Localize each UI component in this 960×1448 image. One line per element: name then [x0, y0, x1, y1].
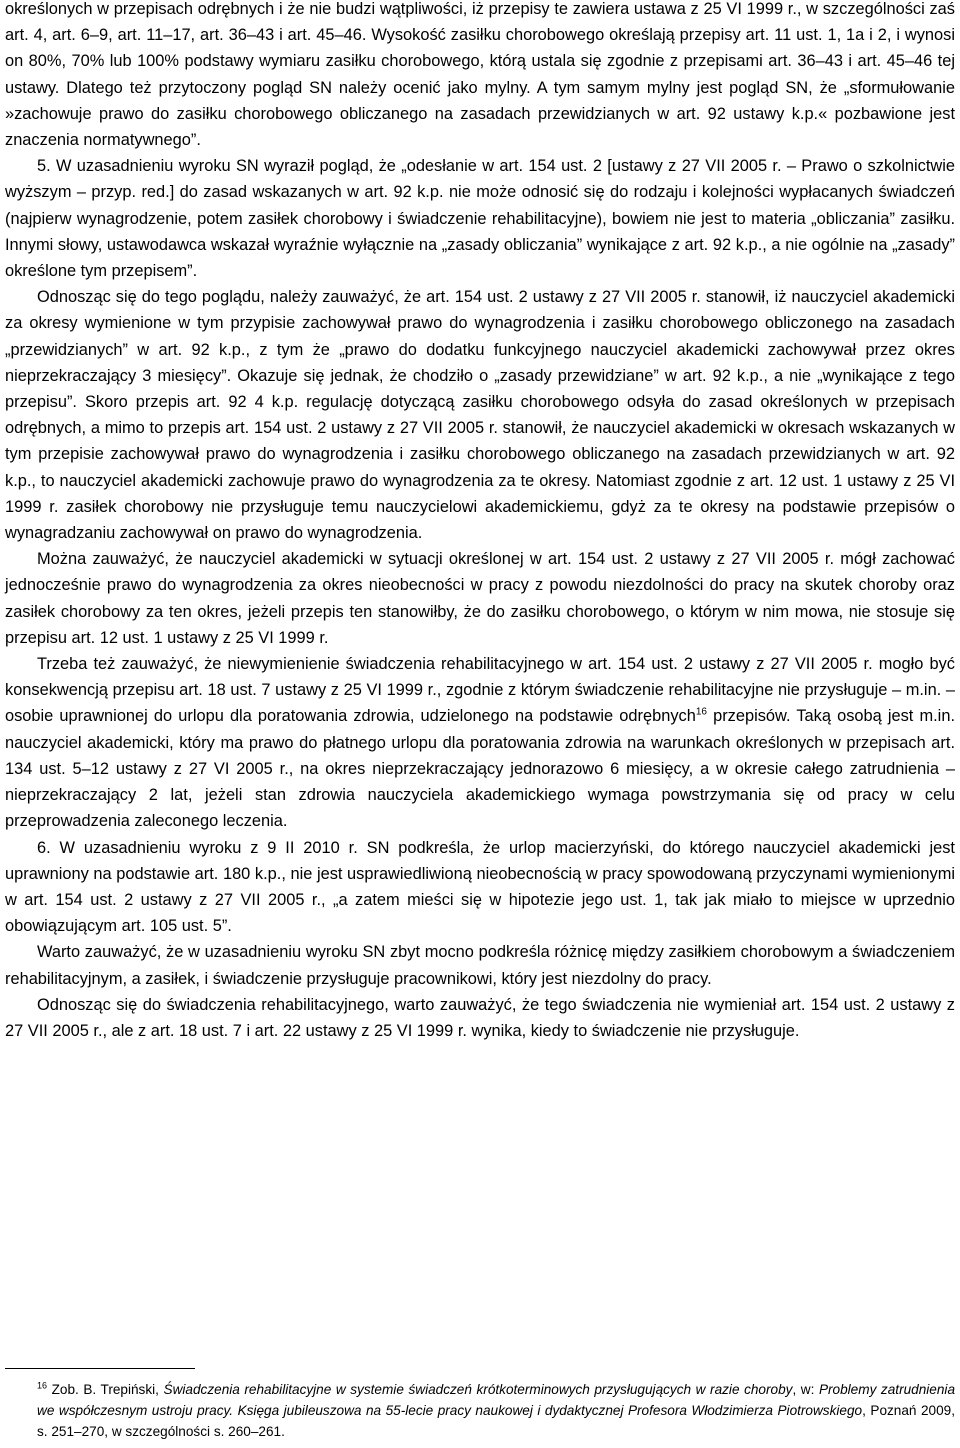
paragraph-2: 5. W uzasadnieniu wyroku SN wyraził pogląd, że „odesłanie w art. 154 ust. 2 [ustawy z 27 VII 2005 r. – Prawo o szkolnictwie wyższym – przyp. red.] do zasad wskazanych w art. 92 k.p. nie może odnosić się do rodzaju i kolejności wypłacanych świadczeń (najpierw wynagrodzenie, potem zasiłek chorobowy i świadczenie rehabilitacyjne), bowiem nie jest to materia „obliczania” zasiłku. Innymi słowy, ustawodawca wskazał wyraźnie wyłącznie na „zasady obliczania” wynikające z art. 92 k.p., a nie ogólnie na „zasady” określone tym przepisem”. [5, 157, 955, 281]
footnote-divider [5, 1368, 195, 1369]
paragraph-8: Odnosząc się do świadczenia rehabilitacyjnego, warto zauważyć, że tego świadczenia nie wymieniał art. 154 ust. 2 ustawy z 27 VII 2005 r., ale z art. 18 ust. 7 i art. 22 ustawy z 25 VI 1999 r. wynika, kiedy to świadczenie nie przysługuje. [5, 995, 955, 1040]
footnote-reference[interactable]: 16 [695, 707, 707, 719]
main-text [5, 0, 955, 1044]
paragraph-7: Warto zauważyć, że w uzasadnieniu wyroku SN zbyt mocno podkreśla różnicę między zasiłkiem chorobowym a świadczeniem rehabilitacyjnym, a zasiłek, i świadczenie przysługuje pracownikowi, który jest niezdolny do pracy. [5, 943, 955, 988]
paragraph-1: określonych w przepisach odrębnych i że nie budzi wątpliwości, iż przepisy te zawiera ustawa z 25 VI 1999 r., w szczególności zaś art. 4, art. 6–9, art. 11–17, art. 36–43 i art. 45–46. Wysokość zasiłku chorobowego określają przepisy art. 11 ust. 1, 1a i 2, i wynosi on 80%, 70% lub 100% podstawy wymiaru zasiłku chorobowego, którą ustala się zgodnie z przepisami art. 36–43 i art. 45–46 tej ustawy. Dlatego też przytoczony pogląd SN należy ocenić jako mylny. A tym samym mylny jest pogląd SN, że „sformułowanie »zachowuje prawo do zasiłku chorobowego obliczanego na zasadach przewidzianych w art. 92 ustawy k.p.« pozbawione jest znaczenia normatywnego”. [5, 0, 955, 150]
footnote-middle: , w: [792, 1382, 819, 1397]
footnote-16 [5, 1379, 955, 1442]
footnote-area [5, 1368, 955, 1442]
paragraph-3: Odnosząc się do tego poglądu, należy zauważyć, że art. 154 ust. 2 ustawy z 27 VII 2005 r. stanowił, iż nauczyciel akademicki za okresy wymienione w tym przypisie zachowywał prawo do wynagrodzenia i zasiłku chorobowego obliczonego na zasadach „przewidzianych” w art. 92 k.p., z tym że „prawo do dodatku funkcyjnego nauczyciel akademicki zachowywał przez okres nieprzekraczający 3 miesięcy”. Okazuje się jednak, że chodziło o „zasady przewidziane” w art. 92 k.p., a nie „wynikające z tego przepisu”. Skoro przepis art. 92 4 k.p. regulację dotyczącą zasiłku chorobowego odsyła do zasad określonych w przepisach odrębnych, a mimo to przepis art. 154 ust. 2 ustawy z 27 VII 2005 r. stanowił, że nauczyciel akademicki w okresach wskazanych w tym przepisie zachowywał prawo do wynagrodzenia i zasiłku chorobowego obliczanego na zasadach przewidzianych w art. 92 k.p., to nauczyciel akademicki zachowuje prawo do wynagrodzenia za te okresy. Natomiast zgodnie z art. 12 ust. 1 ustawy z 25 VI 1999 r. zasiłek chorobowy nie przysługuje temu nauczycielowi akademickiemu, gdyż za te okresy na podstawie przepisów o wynagradzaniu zachowywał on prawo do wynagrodzenia. [5, 288, 955, 543]
paragraph-5-text-b: przepisów. Taką osobą jest m.in. nauczyciel akademicki, który ma prawo do płatnego urlopu dla poratowania zdrowia na warunkach określonych w przepisach art. 134 ust. 5–12 ustawy z 27 VI 2005 r., na okres nieprzekraczający jednorazowo 6 miesięcy, a w okresie całego zatrudnienia – nieprzekraczający 2 lat, jeżeli stan zdrowia nauczyciela akademickiego wymaga powstrzymania się od pracy w celu przeprowadzenia zaleconego leczenia. [5, 707, 955, 831]
paragraph-4: Można zauważyć, że nauczyciel akademicki w sytuacji określonej w art. 154 ust. 2 ustawy z 27 VII 2005 r. mógł zachować jednocześnie prawo do wynagrodzenia za okres nieobecności w pracy z powodu niezdolności do pracy na skutek choroby oraz zasiłek chorobowy za ten okres, jeżeli przepis ten stanowiłby, że do zasiłku chorobowego, o którym w nim mowa, nie stosuje się przepisu art. 12 ust. 1 ustawy z 25 VI 1999 r. [5, 550, 955, 647]
paragraph-6: 6. W uzasadnieniu wyroku z 9 II 2010 r. SN podkreśla, że urlop macierzyński, do którego nauczyciel akademicki jest uprawniony na podstawie art. 180 k.p., nie jest usprawiedliwioną nieobecnością w pracy spowodowaną przyczynami wymienionymi w art. 154 ust. 2 ustawy z 27 VII 2005 r., „a zatem mieści się w hipotezie jego ust. 1, tak jak miało to miejsce w uprzednio obowiązującym art. 105 ust. 5”. [5, 838, 955, 936]
footnote-number: 16 [37, 1380, 48, 1391]
footnote-rest: , Poznań 2009, s. 251–270, w szczególności s. 260–261. [37, 1403, 956, 1439]
footnote-author: Zob. B. Trepiński, [47, 1382, 164, 1397]
footnote-title: Świadczenia rehabilitacyjne w systemie świadczeń krótkoterminowych przysługujących w razie choroby [163, 1382, 793, 1397]
paragraph-5-text-a: Trzeba też zauważyć, że niewymienienie świadczenia rehabilitacyjnego w art. 154 ust. 2 ustawy z 27 VII 2005 r. mogło być konsekwencją przepisu art. 18 ust. 7 ustawy z 25 VI 1999 r., zgodnie z którym świadczenie rehabilitacyjne nie przysługuje – m.in. – osobie uprawnionej do urlopu dla poratowania zdrowia, udzielonego na podstawie odrębnych [5, 655, 955, 726]
paragraph-5 [5, 651, 955, 834]
footnote-book: Problemy zatrudnienia we współczesnym ustroju pracy. Księga jubileuszowa na 55-lecie pracy naukowej i dydaktycznej Profesora Włodzimierza Piotrowskiego [37, 1382, 955, 1418]
